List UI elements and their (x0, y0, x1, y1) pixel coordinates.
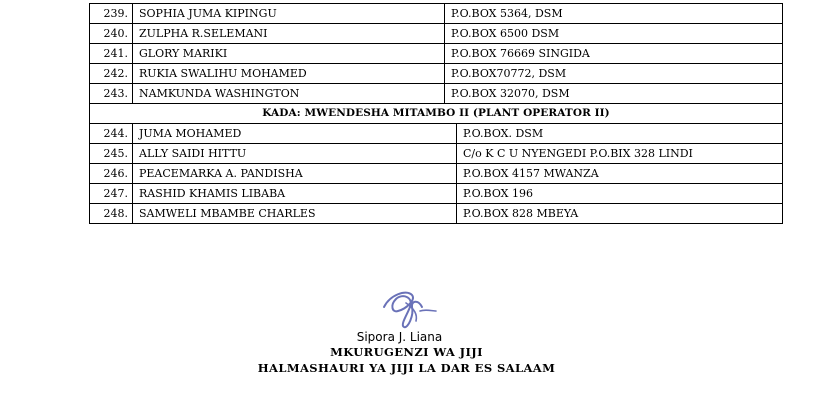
row-address: P.O.BOX 196 (457, 184, 783, 204)
table-row (90, 44, 783, 64)
table-row (90, 24, 783, 44)
table-row (90, 4, 783, 24)
row-name: ALLY SAIDI HITTU (133, 144, 457, 164)
row-address: C/o K C U NYENGEDI P.O.BIX 328 LINDI (457, 144, 783, 164)
signature-block (0, 330, 813, 376)
row-address: P.O.BOX 76669 SINGIDA (445, 44, 783, 64)
row-number: 241. (90, 44, 133, 64)
row-name: ZULPHA R.SELEMANI (133, 24, 445, 44)
row-address: P.O.BOX70772, DSM (445, 64, 783, 84)
signatory-name: Sipora J. Liana (356, 330, 443, 344)
table-row (90, 164, 783, 184)
table-row (90, 124, 783, 144)
row-name: PEACEMARKA A. PANDISHA (133, 164, 457, 184)
row-address: P.O.BOX 5364, DSM (445, 4, 783, 24)
row-number: 243. (90, 84, 133, 104)
table-row (90, 64, 783, 84)
applicant-list (89, 3, 783, 224)
row-number: 244. (90, 124, 133, 144)
table-row (90, 84, 783, 104)
row-name: RUKIA SWALIHU MOHAMED (133, 64, 445, 84)
row-address: P.O.BOX 4157 MWANZA (457, 164, 783, 184)
signature-icon (376, 285, 438, 331)
row-name: GLORY MARIKI (133, 44, 445, 64)
row-name: SAMWELI MBAMBE CHARLES (133, 204, 457, 224)
row-name: JUMA MOHAMED (133, 124, 457, 144)
row-address: P.O.BOX. DSM (457, 124, 783, 144)
section-header: KADA: MWENDESHA MITAMBO II (PLANT OPERATOR II) (90, 104, 783, 124)
signatory-title: MKURUGENZI WA JIJI (330, 345, 483, 359)
row-number: 239. (90, 4, 133, 24)
row-number: 248. (90, 204, 133, 224)
row-address: P.O.BOX 6500 DSM (445, 24, 783, 44)
row-name: RASHID KHAMIS LIBABA (133, 184, 457, 204)
row-number: 245. (90, 144, 133, 164)
row-address: P.O.BOX 828 MBEYA (457, 204, 783, 224)
row-number: 242. (90, 64, 133, 84)
table-row (90, 184, 783, 204)
row-number: 240. (90, 24, 133, 44)
row-address: P.O.BOX 32070, DSM (445, 84, 783, 104)
row-name: SOPHIA JUMA KIPINGU (133, 4, 445, 24)
row-name: NAMKUNDA WASHINGTON (133, 84, 445, 104)
row-number: 247. (90, 184, 133, 204)
table-row (90, 204, 783, 224)
row-number: 246. (90, 164, 133, 184)
table-section-header (89, 103, 783, 124)
signatory-organization: HALMASHAURI YA JIJI LA DAR ES SALAAM (257, 361, 556, 375)
table-group-2 (89, 123, 783, 224)
table-row (90, 144, 783, 164)
table-group-1 (89, 3, 783, 104)
